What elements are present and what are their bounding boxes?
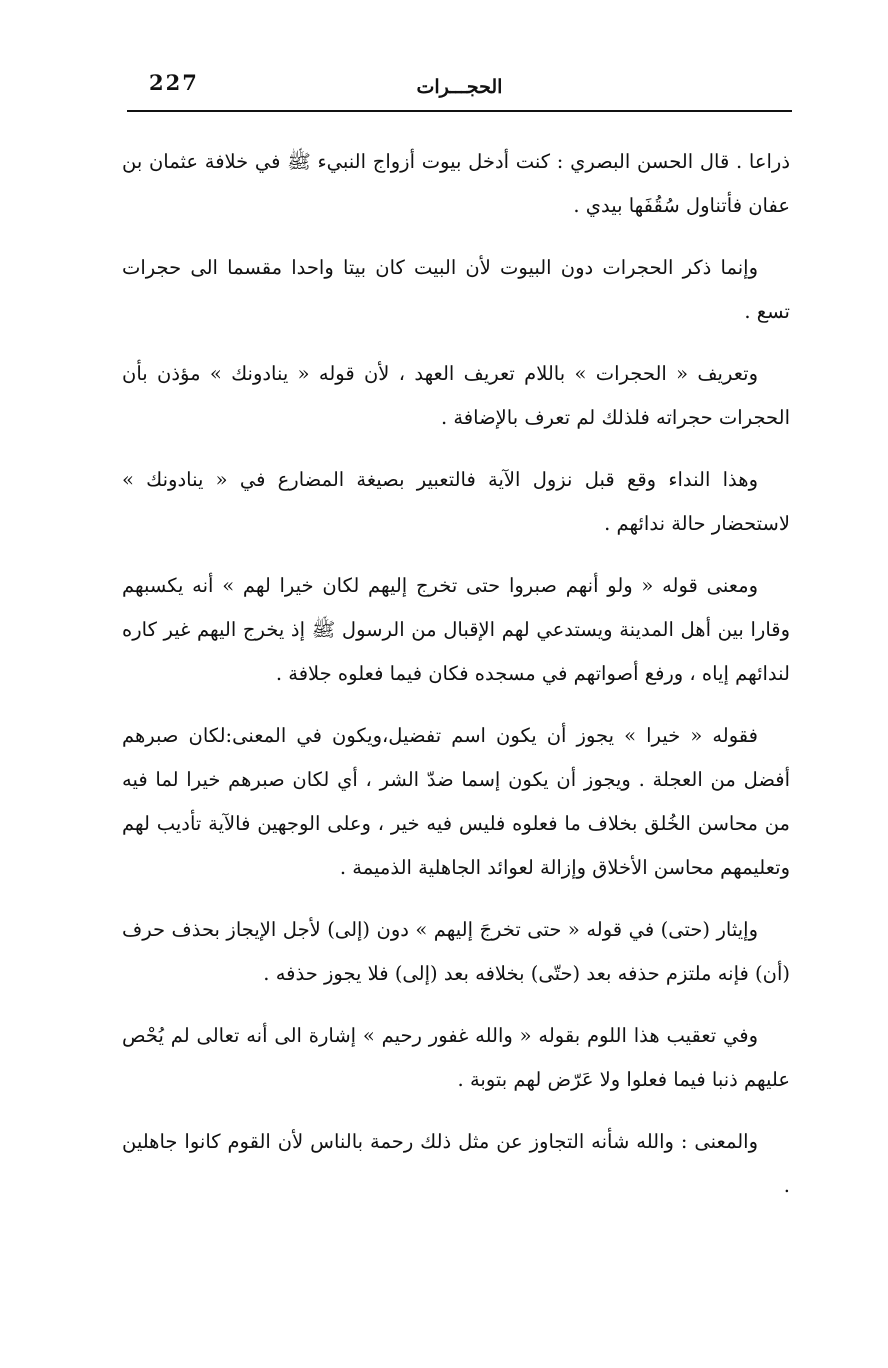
running-title: الحجـــرات [416, 76, 503, 98]
paragraph-2: وإنما ذكر الحجرات دون البيوت لأن البيت كان بيتا واحدا مقسما الى حجرات تسع . [122, 256, 790, 323]
paragraph-7: وإيثار (حتى) في قوله « حتى تخرجَ إليهم » دون (إلى) لأجل الإيجاز بحذف حرف (أن) فإنه ملتزم حذفه بعد (حتّى) بخلافه بعد (إلى) فلا يجوز حذفه . [122, 918, 790, 985]
paragraph-4: وهذا النداء وقع قبل نزول الآية فالتعبير بصيغة المضارع في « ينادونك » لاستحضار حالة ندائهم . [122, 468, 790, 535]
paragraph-9: والمعنى : والله شأنه التجاوز عن مثل ذلك رحمة بالناس لأن القوم كانوا جاهلين . [122, 1130, 790, 1197]
paragraph-5: ومعنى قوله « ولو أنهم صبروا حتى تخرج إليهم لكان خيرا لهم » أنه يكسبهم وقارا بين أهل المدينة ويستدعي لهم الإقبال من الرسول ﷺ إذ يخرج اليهم غير كاره لندائهم إياه ، ورفع أصواتهم في مسجده فكان فيما فعلوه جلافة . [122, 574, 790, 685]
page-header [127, 66, 792, 112]
paragraph-8: وفي تعقيب هذا اللوم بقوله « والله غفور رحيم » إشارة الى أنه تعالى لم يُحْص عليهم ذنبا فيما فعلوا ولا عَرّض لهم بتوبة . [122, 1024, 790, 1091]
paragraph-6: فقوله « خيرا » يجوز أن يكون اسم تفضيل،ويكون في المعنى:لكان صبرهم أفضل من العجلة . ويجوز أن يكون إسما ضدّ الشر ، أي لكان صبرهم خيرا لما فيه من محاسن الخُلق بخلاف ما فعلوه فليس فيه خير ، وعلى الوجهين فالآية تأديب لهم وتعليمهم محاسن الأخلاق وإزالة لعوائد الجاهلية الذميمة . [122, 724, 790, 879]
page-number: 227 [149, 70, 199, 95]
main-text [122, 140, 790, 1226]
paragraph-3: وتعريف « الحجرات » باللام تعريف العهد ، لأن قوله « ينادونك » مؤذن بأن الحجرات حجراته فلذلك لم تعرف بالإضافة . [122, 362, 790, 429]
paragraph-1: ذراعا . قال الحسن البصري : كنت أدخل بيوت أزواج النبيء ﷺ في خلافة عثمان بن عفان فأتناول سُقُفَها بيدي . [122, 150, 790, 217]
